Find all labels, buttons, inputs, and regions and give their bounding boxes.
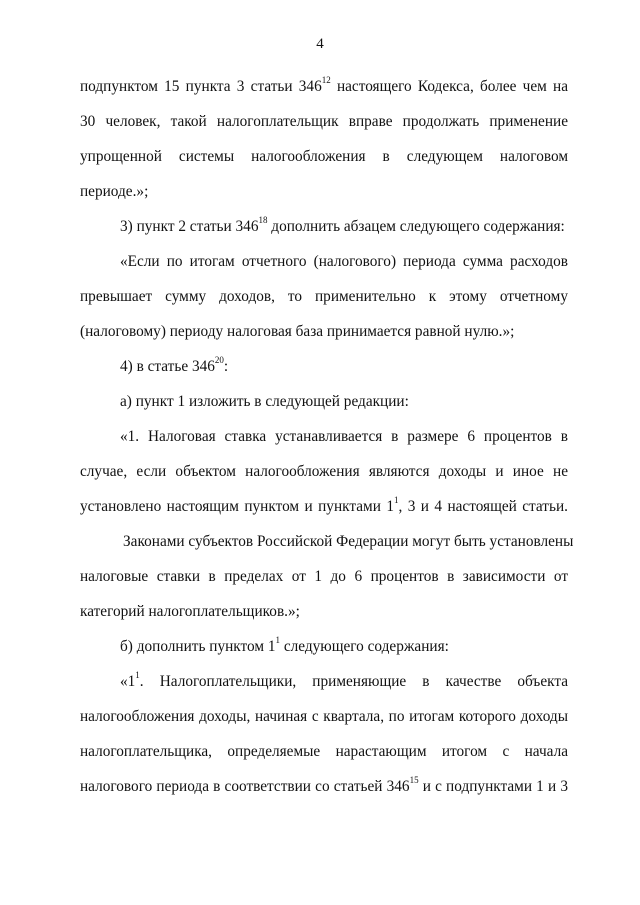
text-line: «1. Налоговая ставка устанавливается в размере 6 процентов в bbox=[120, 428, 568, 445]
text-line: «$1^1$. Налогоплательщики, применяющие в качестве объекта bbox=[120, 669, 568, 690]
text-line: «Если по итогам отчетного (налогового) периода сумма расходов bbox=[120, 253, 568, 270]
page-number: 4 bbox=[316, 36, 324, 52]
text-line: периоде.»; bbox=[80, 183, 149, 200]
text-line: 3) пункт 2 статьи $346^{18}$ дополнить абзацем следующего содержания: bbox=[120, 214, 565, 235]
text-line: б) дополнить пунктом $1^1$ следующего содержания: bbox=[120, 634, 449, 655]
text-line: 30 человек, такой налогоплательщик вправе продолжать применение bbox=[80, 113, 568, 130]
text-line: а) пункт 1 изложить в следующей редакции: bbox=[120, 393, 409, 410]
text-line: упрощенной системы налогообложения в следующем налоговом bbox=[80, 148, 568, 165]
text-line: превышает сумму доходов, то применительно к этому отчетному bbox=[80, 288, 568, 305]
text-line: подпунктом 15 пункта 3 статьи $346^{12}$ настоящего Кодекса, более чем на bbox=[80, 74, 568, 95]
text-line: налогового периода в соответствии со статьей $346^{15}$ и с подпунктами 1 и 3 bbox=[80, 774, 568, 795]
text-line: Законами субъектов Российской Федерации могут быть установлены bbox=[123, 533, 574, 550]
text-line: 4) в статье $346^{20}$: bbox=[120, 354, 229, 375]
text-line: случае, если объектом налогообложения являются доходы и иное не bbox=[80, 463, 568, 480]
text-line: категорий налогоплательщиков.»; bbox=[80, 603, 300, 620]
text-line: (налоговому) периоду налоговая база принимается равной нулю.»; bbox=[80, 323, 515, 340]
text-line: налоговые ставки в пределах от 1 до 6 процентов в зависимости от bbox=[80, 568, 568, 585]
text-line: установлено настоящим пунктом и пунктами $1^1$, 3 и 4 настоящей статьи. bbox=[80, 494, 568, 515]
text-line: налогоплательщика, определяемые нарастающим итогом с начала bbox=[80, 743, 568, 760]
text-line: налогообложения доходы, начиная с квартала, по итогам которого доходы bbox=[80, 708, 568, 725]
